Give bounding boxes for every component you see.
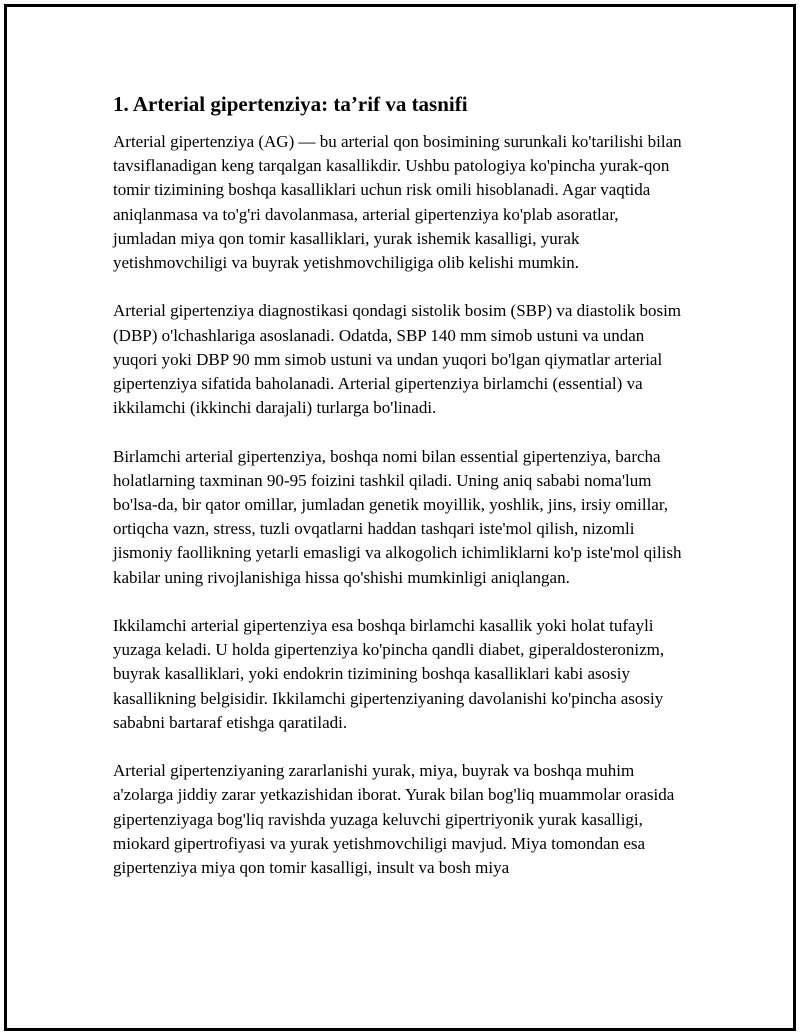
section-heading: 1. Arterial gipertenziya: ta’rif va tasnifi (113, 92, 468, 116)
paragraph-definition: Arterial gipertenziya (AG) — bu arterial qon bosimining surunkali ko'tarilishi bilan tavsiflanadigan keng tarqalgan kasallikdir. Ushbu patologiya ko'pincha yurak-qon tomir tizimining boshqa kasalliklari uchun risk omili hisoblanadi. Agar vaqtida aniqlanmasa va to'g'ri davolanmasa, arterial gipertenziya ko'plab asoratlar, jumladan miya qon tomir kasalliklari, yurak ishemik kasalligi, yurak yetishmovchiligi va buyrak yetishmovchiligiga olib kelishi mumkin. (113, 132, 682, 273)
paragraph-organ-damage: Arterial gipertenziyaning zararlanishi yurak, miya, buyrak va boshqa muhim a'zolarga jiddiy zarar yetkazishidan iborat. Yurak bilan bog'liq muammolar orasida gipertenziyaga bog'liq ravishda yuzaga keluvchi gipertriyonik yurak kasalligi, miokard gipertrofiyasi va yurak yetishmovchiligi mavjud. Miya tomondan esa gipertenziya miya qon tomir kasalligi, insult va bosh miya (113, 761, 675, 878)
paragraph-primary-hypertension: Birlamchi arterial gipertenziya, boshqa nomi bilan essential gipertenziya, barcha holatlarning taxminan 90-95 foizini tashkil qiladi. Uning aniq sababi noma'lum bo'lsa-da, bir qator omillar, jumladan genetik moyillik, yoshlik, jins, irsiy omillar, ortiqcha vazn, stress, tuzli ovqatlarni haddan tashqari iste'mol qilish, nizomli jismoniy faollikning yetarli emasligi va alkogolich ichimliklarni ko'p iste'mol qilish kabilar uning rivojlanishiga hissa qo'shishi mumkinligi aniqlangan. (113, 446, 682, 587)
document-body (113, 90, 683, 904)
paragraph-secondary-hypertension: Ikkilamchi arterial gipertenziya esa boshqa birlamchi kasallik yoki holat tufayli yuzaga keladi. U holda gipertenziya ko'pincha qandli diabet, giperaldosteronizm, buyrak kasalliklari, yoki endokrin tizimining boshqa kasalliklari kabi asosiy kasallikning belgisidir. Ikkilamchi gipertenziyaning davolanishi ko'pincha asosiy sababni bartaraf etishga qaratiladi. (113, 616, 665, 732)
paragraph-diagnostics: Arterial gipertenziya diagnostikasi qondagi sistolik bosim (SBP) va diastolik bosim (DBP) o'lchashlariga asoslanadi. Odatda, SBP 140 mm simob ustuni va undan yuqori yoki DBP 90 mm simob ustuni va undan yuqori bo'lgan qiymatlar arterial gipertenziya sifatida baholanadi. Arterial gipertenziya birlamchi (essential) va ikkilamchi (ikkinchi darajali) turlarga bo'linadi. (113, 301, 682, 418)
